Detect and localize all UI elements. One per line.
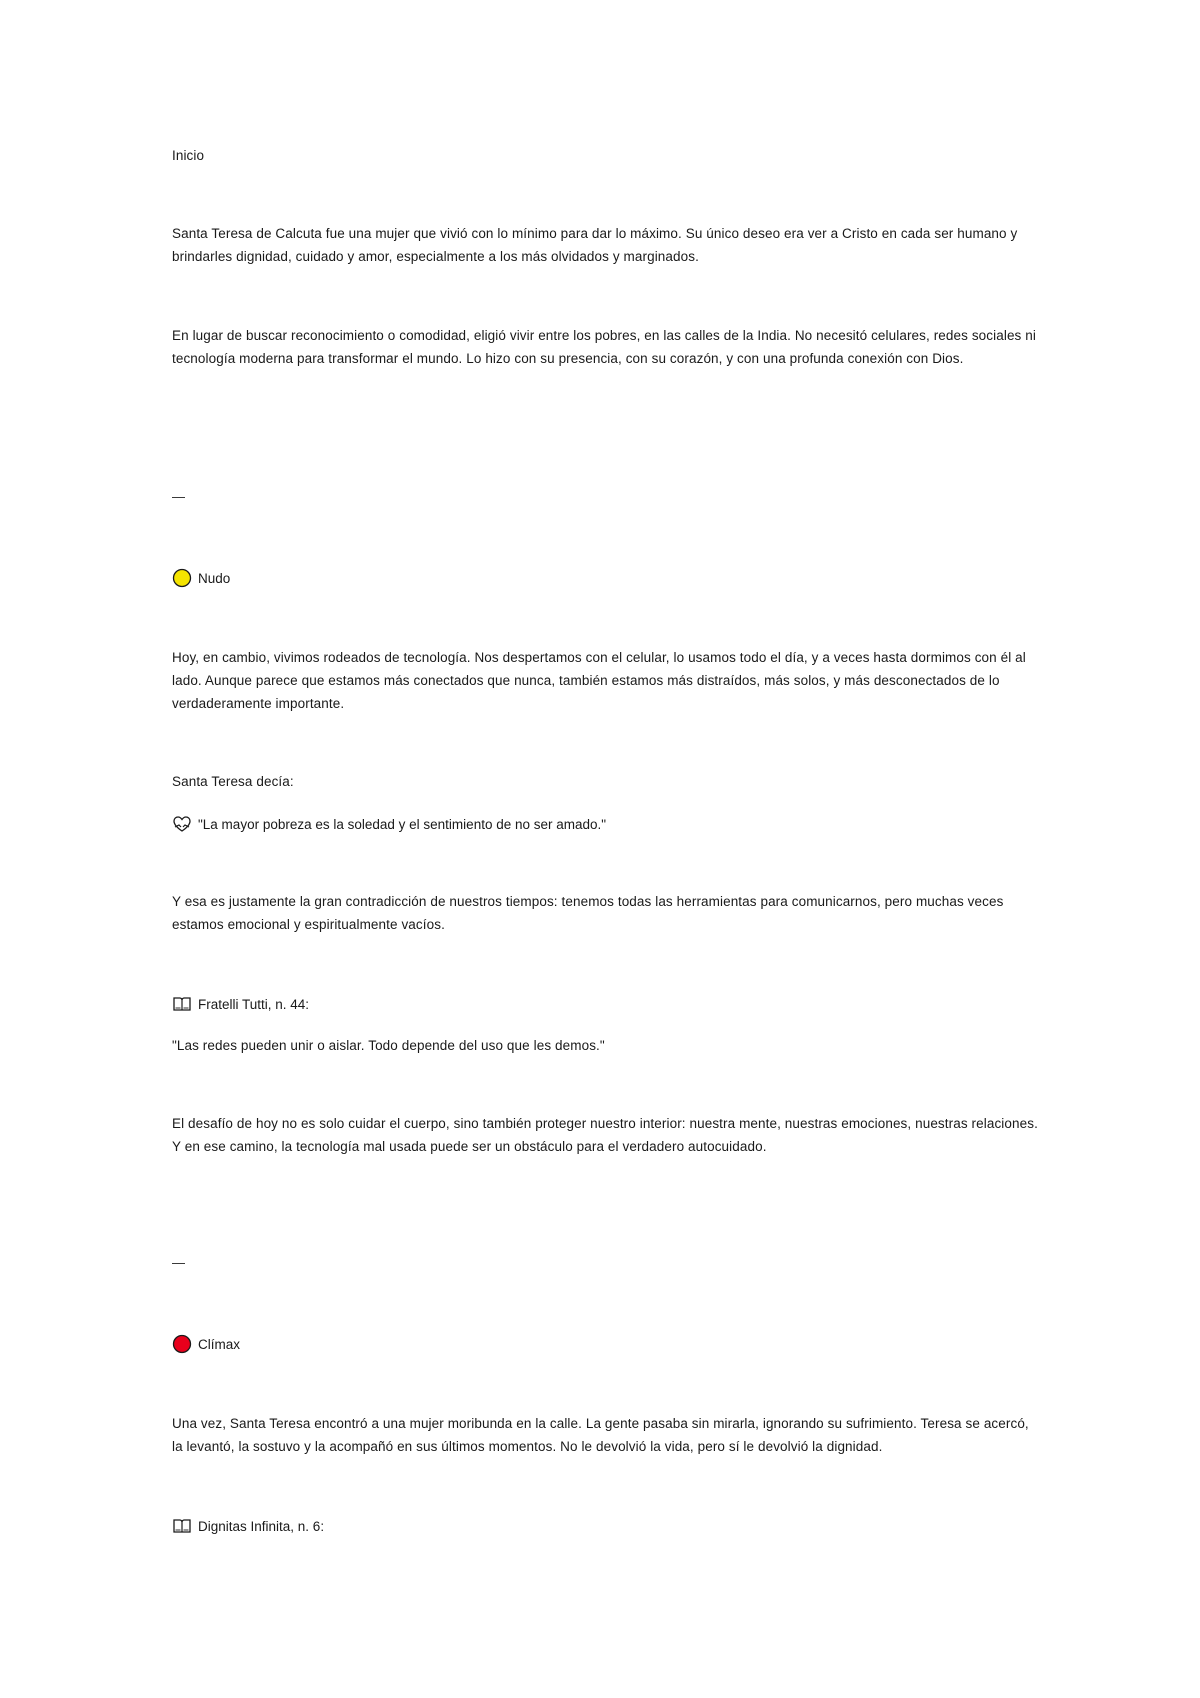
quote-row: [172, 812, 606, 836]
fratelli-reference: [172, 992, 309, 1016]
fratelli-quote: "Las redes pueden unir o aislar. Todo depende del uso que les demos.": [172, 1038, 605, 1053]
challenge-paragraph: El desafío de hoy no es solo cuidar el cuerpo, sino también proteger nuestro interior: nuestra mente, nuestras emociones, nuestras relaciones. Y en ese camino, la tecnología mal usada puede ser un obstáculo para el verdadero autocuidado.: [172, 1116, 1038, 1154]
fratelli-label: Fratelli Tutti, n. 44:: [198, 996, 310, 1012]
nudo-heading: [172, 566, 230, 590]
teresa-quote: "La mayor pobreza es la soledad y el sentimiento de no ser amado.": [198, 816, 607, 832]
dignitas-reference: [172, 1514, 324, 1538]
context-paragraph: En lugar de buscar reconocimiento o comodidad, eligió vivir entre los pobres, en las calles de la India. No necesitó celulares, redes sociales ni tecnología moderna para transformar el mundo. Lo hizo con su presencia, con su corazón, y con una profunda conexión con Dios.: [172, 328, 1036, 366]
dignitas-label: Dignitas Infinita, n. 6:: [198, 1518, 325, 1534]
section-separator: —: [172, 489, 185, 504]
technology-paragraph: Hoy, en cambio, vivimos rodeados de tecnología. Nos despertamos con el celular, lo usamos todo el día, y a veces hasta dormimos con él al lado. Aunque parece que estamos más conectados que nunca, también estamos más distraídos, más solos, y más desconectados de lo verdaderamente importante.: [172, 650, 1026, 711]
santa-teresa-decia: Santa Teresa decía:: [172, 774, 294, 789]
yellow-circle-icon: [172, 568, 192, 588]
contradiction-paragraph: Y esa es justamente la gran contradicción de nuestros tiempos: tenemos todas las herramientas para comunicarnos, pero muchas veces estamos emocional y espiritualmente vacíos.: [172, 894, 1004, 932]
climax-heading: [172, 1332, 240, 1356]
inicio-heading: Inicio: [172, 148, 205, 163]
open-book-icon: [172, 994, 192, 1014]
nudo-label: Nudo: [198, 570, 231, 586]
intro-paragraph: Santa Teresa de Calcuta fue una mujer que vivió con lo mínimo para dar lo máximo. Su único deseo era ver a Cristo en cada ser humano y brindarles dignidad, cuidado y amor, especialmente a los más olvidados y marginados.: [172, 226, 1018, 264]
climax-label: Clímax: [198, 1336, 241, 1352]
open-book-icon: [172, 1516, 192, 1536]
heart-with-hands-icon: [172, 814, 192, 834]
story-paragraph: Una vez, Santa Teresa encontró a una mujer moribunda en la calle. La gente pasaba sin mirarla, ignorando su sufrimiento. Teresa se acercó, la levantó, la sostuvo y la acompañó en sus últimos momentos. No le devolvió la vida, pero sí le devolvió la dignidad.: [172, 1416, 1029, 1454]
red-circle-icon: [172, 1334, 192, 1354]
section-separator: —: [172, 1255, 185, 1270]
